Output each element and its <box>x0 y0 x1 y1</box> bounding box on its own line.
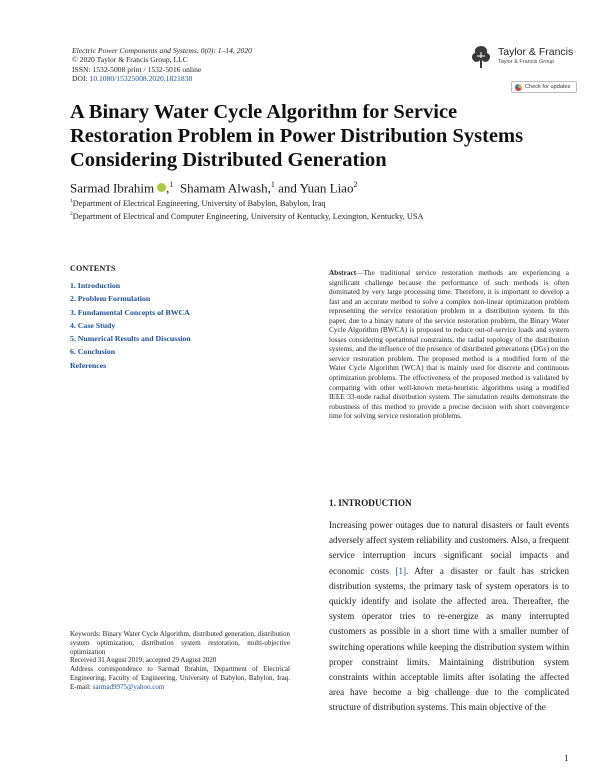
author-3: and Yuan Liao <box>278 180 354 196</box>
paper-title: A Binary Water Cycle Algorithm for Service Restoration Problem in Power Distribution Systems Considering Distributed Generation <box>70 101 524 171</box>
journal-header <box>72 46 252 84</box>
doi-link[interactable]: 10.1080/15325008.2020.1821838 <box>89 74 193 84</box>
toc-case-study[interactable]: 4. Case Study <box>70 320 116 330</box>
page-number: 1 <box>564 753 569 763</box>
correspondence <box>70 665 290 691</box>
journal-volume: 0(0): 1–14, 2020 <box>198 46 252 55</box>
author-1-affil: 1 <box>169 180 174 189</box>
abstract <box>329 268 569 421</box>
toc-fundamental-concepts[interactable]: 3. Fundamental Concepts of BWCA <box>70 307 190 317</box>
taylor-francis-icon <box>468 44 494 70</box>
affiliation-1 <box>70 198 326 208</box>
orcid-icon[interactable] <box>157 183 166 192</box>
table-of-contents <box>70 264 270 372</box>
issn: ISSN: 1532-5008 print / 1532-5016 online <box>72 64 202 74</box>
footnote-block <box>70 630 290 692</box>
toc-problem-formulation[interactable]: 2. Problem Formulation <box>70 294 151 304</box>
journal-name: Electric Power Components and Systems, <box>72 46 199 55</box>
affiliation-1-text: Department of Electrical Engineering, University of Babylon, Babylon, Iraq <box>72 198 326 208</box>
check-for-updates-label: Check for updates <box>525 84 571 90</box>
intro-text-part2: . After a disaster or fault has stricken distribution systems, the primary task of system operators is to quickly identify and isolate the affected area. Thereafter, the system operator tries to re-energize as many interrupted customers as possible in a short time with a smaller number of switching operations while keeping the distribution system within proper constraint limits. Maintaining distribution system constraints within acceptable limits after isolating the affected area have become a big challenge due to the complicated structure of distribution systems. This main objective of the <box>329 565 569 713</box>
author-2: Shamam Alwash, <box>179 180 271 196</box>
author-list: Sarmad Ibrahim ,$^1$ Shamam Alwash,$^1$ and Yuan Liao$^2$ <box>70 180 358 196</box>
correspondence-text: Address correspondence to Sarmad Ibrahim, Department of Electrical Engineering, Faculty of Engineering, University of Babylon, Babylon, Iraq. E-mail: <box>70 665 290 691</box>
affiliation-2 <box>70 211 424 221</box>
toc-references[interactable]: References <box>70 360 107 370</box>
doi-label: DOI: <box>72 74 90 84</box>
copyright: © 2020 Taylor & Francis Group, LLC <box>72 55 188 65</box>
received-dates: Received 31 August 2019; accepted 29 August 2020 <box>70 656 217 665</box>
check-for-updates-button[interactable] <box>511 81 577 93</box>
section-heading-introduction: 1. INTRODUCTION <box>329 498 412 508</box>
intro-text-part1: Increasing power outages due to natural disasters or fault events adversely affect system reliability and customers. Also, a frequent service interruption incurs significant social impacts and economic costs <box>329 520 569 576</box>
email-link[interactable]: sarmad9975@yahoo.com <box>92 682 165 691</box>
abstract-label: Abstract <box>329 268 357 277</box>
crossmark-icon <box>515 84 522 91</box>
publisher-group: Taylor & Francis Group <box>498 59 555 65</box>
publisher-name: Taylor & Francis <box>498 46 574 58</box>
citation-link[interactable]: [1] <box>395 565 407 576</box>
affiliation-2-text: Department of Electrical and Computer Engineering, University of Kentucky, Lexington, Kentucky, USA <box>72 211 424 221</box>
publisher-logo <box>468 44 578 72</box>
keywords: Keywords: Binary Water Cycle Algorithm, distributed generation, distribution system optimization, distribution system restoration, multi-objective optimization <box>70 630 290 656</box>
affiliation-2-number: 2 <box>70 211 73 217</box>
author-1: Sarmad Ibrahim <box>70 180 155 196</box>
author-3-affil: 2 <box>353 180 358 189</box>
toc-introduction[interactable]: 1. Introduction <box>70 281 121 290</box>
toc-conclusion[interactable]: 6. Conclusion <box>70 347 116 357</box>
author-2-affil: 1 <box>270 180 275 189</box>
contents-heading: CONTENTS <box>70 264 116 273</box>
abstract-text: —The traditional service restoration methods are experiencing a significant challenge because the performance of such methods is often dominated by very large processing time. Therefore, it is important to develop a fast and an accurate method to solve a complex non-linear optimization problem representing the service restoration problem in a distribution system. In this paper, due to a binary nature of the service restoration problem, the Binary Water Cycle Algorithm (BWCA) is proposed to reduce out-of-service loads and system losses considering operational constraints, the radial topology of the distribution systems, and the influence of the presence of distributed generations (DGs) on the service restoration problem. The proposed method is a modified form of the Water Cycle Algorithm (WCA) that is mainly used for discrete and continuous optimization problems. The effectiveness of the proposed method is validated by comparing with other well-known meta-heuristic algorithms using a modified IEEE 33-node radial distribution system. The simulation results demonstrate the robustness of this method to provide a precise decision with short convergence time for solving service restoration problems. <box>329 268 569 421</box>
affiliation-1-number: 1 <box>70 198 73 204</box>
toc-numerical-results[interactable]: 5. Numerical Results and Discussion <box>70 334 191 344</box>
introduction-paragraph <box>329 518 569 716</box>
